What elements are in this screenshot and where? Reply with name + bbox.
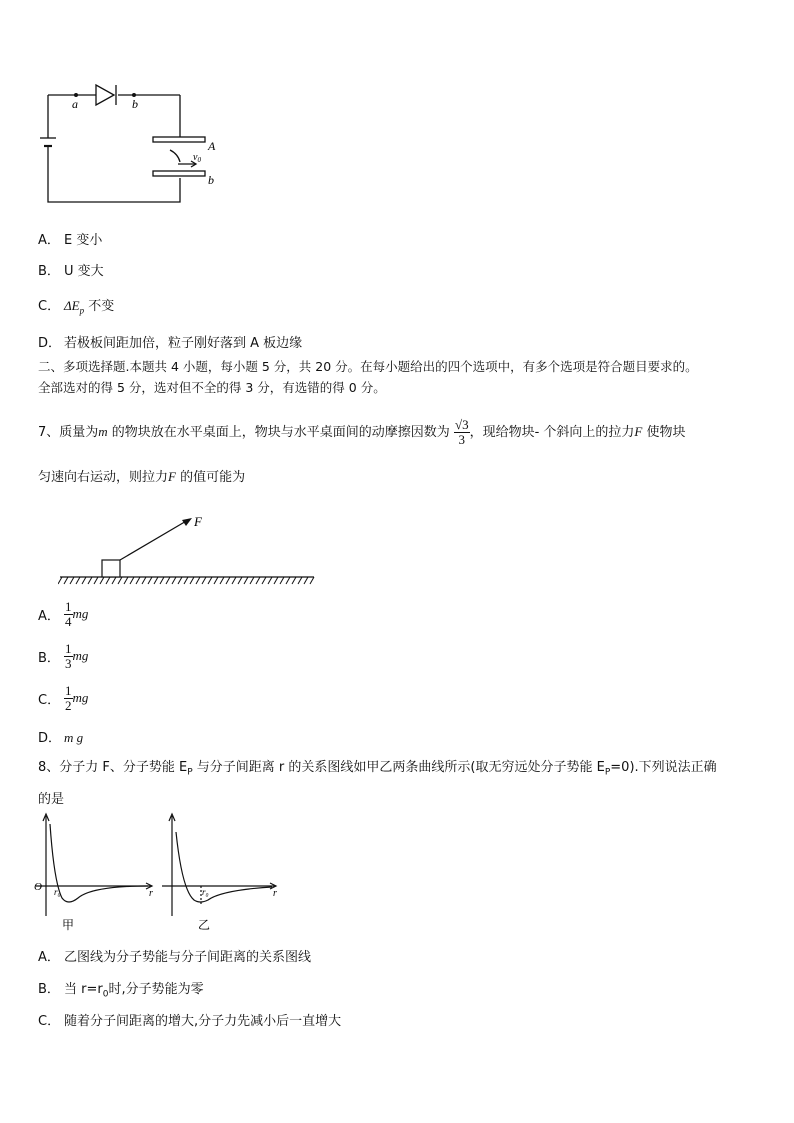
caption-yi: 乙 [198, 918, 211, 932]
force-diagram [58, 510, 318, 590]
friction-coefficient: $\frac{√3}{3}$ [454, 417, 469, 447]
q6-option-b: B． U 变大 [38, 264, 104, 279]
plate-a-label: A [208, 139, 216, 153]
velocity-label: $v_0$ [193, 152, 201, 164]
origin-label: O [34, 881, 42, 893]
circuit-diagram [38, 80, 228, 212]
graph-jia [32, 812, 157, 934]
q7-option-d: D． m g [38, 730, 84, 746]
force-label: F [194, 514, 202, 529]
section2-line2: 全部选对的得 5 分，选对但不全的得 3 分，有选错的得 0 分。 [38, 380, 386, 395]
q8-stem-line2: 的是 [38, 792, 65, 807]
q7-option-b: B． $\frac{1}{3}$ mg [38, 641, 89, 671]
axis-r-jia: r [149, 888, 153, 899]
q6-option-c: C． $\Delta E_p$ 不变 [38, 298, 115, 316]
q6-option-a: A． E 变小 [38, 233, 103, 248]
block [102, 560, 120, 577]
q8-option-c: C． 随着分子间距离的增大,分子力先减小后一直增大 [38, 1014, 342, 1029]
caption-jia: 甲 [62, 918, 75, 932]
section2-line1: 二、多项选择题.本题共 4 小题，每小题 5 分，共 20 分。在每小题给出的四个选项中，有多个选项是符合题目要求的。 [38, 359, 698, 374]
label-b: b [132, 97, 138, 111]
q8-option-a: A． 乙图线为分子势能与分子间距离的关系图线 [38, 950, 312, 965]
axis-r-yi: r [273, 888, 277, 899]
q8-option-b: B． 当 $r=r_0$时,分子势能为零 [38, 982, 204, 1000]
q8-stem-line1: 8、分子力 F、分子势能 $E_P$ 与分子间距离 r 的关系图线如甲乙两条曲线所示(取无穷远处分子势能 $E_P=0$).下列说法正确 [38, 760, 717, 778]
r0-label-jia: r₀ [54, 887, 61, 897]
r0-label-yi: r₀ [202, 887, 209, 897]
q6-option-d: D． 若极板间距加倍，粒子刚好落到 A 板边缘 [38, 336, 303, 351]
plate-b-label: b [208, 173, 214, 187]
graph-yi [158, 812, 283, 934]
q7-stem-line2: 匀速向右运动，则拉力F 的值可能为 [38, 469, 246, 485]
q7-stem-line1: 7、质量为m 的物块放在水平桌面上，物块与水平桌面间的动摩擦因数为 $\frac{√3}{3}$ ，现给物块- 个斜向上的拉力F 使物块 [38, 417, 686, 447]
label-a: a [72, 97, 78, 111]
q7-option-a: A． $\frac{1}{4}$ mg [38, 599, 89, 629]
q7-option-c: C． $\frac{1}{2}$ mg [38, 683, 89, 713]
